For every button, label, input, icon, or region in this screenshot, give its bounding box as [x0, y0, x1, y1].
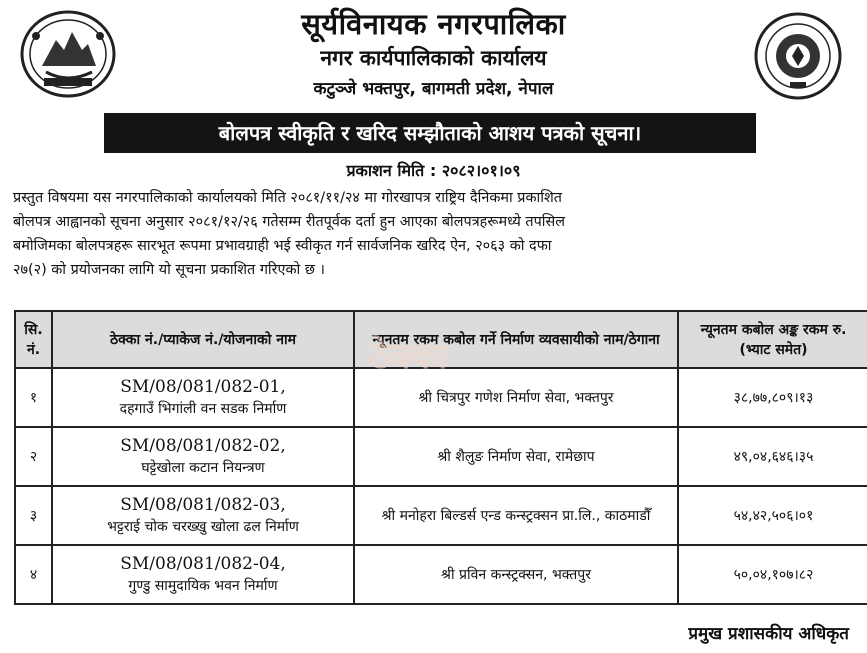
notice-body-line: बोलपत्र आह्वानको सूचना अनुसार २०८१/१२/२६ गतेसम्म रीतपूर्वक दर्ता हुन आएका बोलपत्रहरूमध्ये तपसिल [13, 214, 565, 230]
row-amount: ५०,०४,१०७।८२ [678, 545, 867, 604]
office-name: नगर कार्यपालिकाको कार्यालय [320, 46, 547, 70]
project-name: गुण्डु सामुदायिक भवन निर्माण [128, 577, 278, 594]
table-row [15, 545, 867, 604]
table-row [15, 427, 867, 486]
row-amount: ३८,७७,८०९।१३ [678, 368, 867, 427]
project-name: दहगाउँ भिगांली वन सडक निर्माण [119, 400, 287, 417]
row-code-name [52, 368, 354, 427]
office-address: कटुञ्जे भक्तपुर, बागमती प्रदेश, नेपाल [313, 79, 554, 99]
table-row [15, 486, 867, 545]
row-builder: श्री मनोहरा बिल्डर्स एन्ड कन्स्ट्रक्सन प्रा.लि., काठमाडौँ [354, 486, 678, 545]
publication-date: प्रकाशन मिति : २०८२।०१।०९ [346, 161, 521, 180]
row-sn: ३ [15, 486, 52, 545]
notice-body-line: प्रस्तुत विषयमा यस नगरपालिकाको कार्यालयको मिति २०८१/११/२४ मा गोरखापत्र राष्ट्रिय दैनिकमा प्रकाशित [13, 190, 562, 206]
row-code-name [52, 545, 354, 604]
package-code: SM/08/081/082-04, [120, 553, 286, 574]
row-sn: २ [15, 427, 52, 486]
letterhead [0, 0, 867, 110]
header-sn: सि. नं. [15, 311, 52, 368]
row-code-name [52, 486, 354, 545]
row-sn: १ [15, 368, 52, 427]
signatory-title: प्रमुख प्रशासकीय अधिकृत [688, 624, 849, 644]
row-sn: ४ [15, 545, 52, 604]
project-name: घट्टेखोला कटान नियन्त्रण [141, 459, 265, 476]
row-amount: ५४,४२,५०६।०१ [678, 486, 867, 545]
notice-title-banner: बोलपत्र स्वीकृति र खरिद सम्झौताको आशय पत्रको सूचना। [104, 113, 756, 153]
header-amount: न्यूनतम कबोल अङ्क रकम रु. (भ्याट समेत) [678, 311, 867, 368]
notice-body-line: २७(२) को प्रयोजनका लागि यो सूचना प्रकाशित गरिएको छ । [13, 262, 325, 278]
municipality-seal-icon [752, 10, 844, 102]
package-code: SM/08/081/082-02, [120, 435, 286, 456]
municipality-name: सूर्यविनायक नगरपालिका [301, 7, 566, 41]
package-code: SM/08/081/082-03, [120, 494, 286, 515]
header-builder: न्यूनतम रकम कबोल गर्ने निर्माण व्यवसायीको नाम/ठेगाना [354, 311, 678, 368]
watermark-logo: ठेक्का [370, 336, 448, 377]
row-builder: श्री चित्रपुर गणेश निर्माण सेवा, भक्तपुर [354, 368, 678, 427]
row-builder: श्री प्रविन कन्स्ट्रक्सन, भक्तपुर [354, 545, 678, 604]
notice-body [13, 186, 855, 282]
project-name: भट्टराई चोक चरख्खु खोला ढल निर्माण [107, 518, 299, 535]
row-amount: ४९,०४,६४६।३५ [678, 427, 867, 486]
row-builder: श्री शैलुङ निर्माण सेवा, रामेछाप [354, 427, 678, 486]
notice-body-line: बमोजिमका बोलपत्रहरू सारभूत रूपमा प्रभावग्राही भई स्वीकृत गर्न सार्वजनिक खरिद ऐन, २०६३ को दफा [13, 238, 552, 254]
header-code-name: ठेक्का नं./प्याकेज नं./योजनाको नाम [52, 311, 354, 368]
package-code: SM/08/081/082-01, [120, 376, 286, 397]
row-code-name [52, 427, 354, 486]
